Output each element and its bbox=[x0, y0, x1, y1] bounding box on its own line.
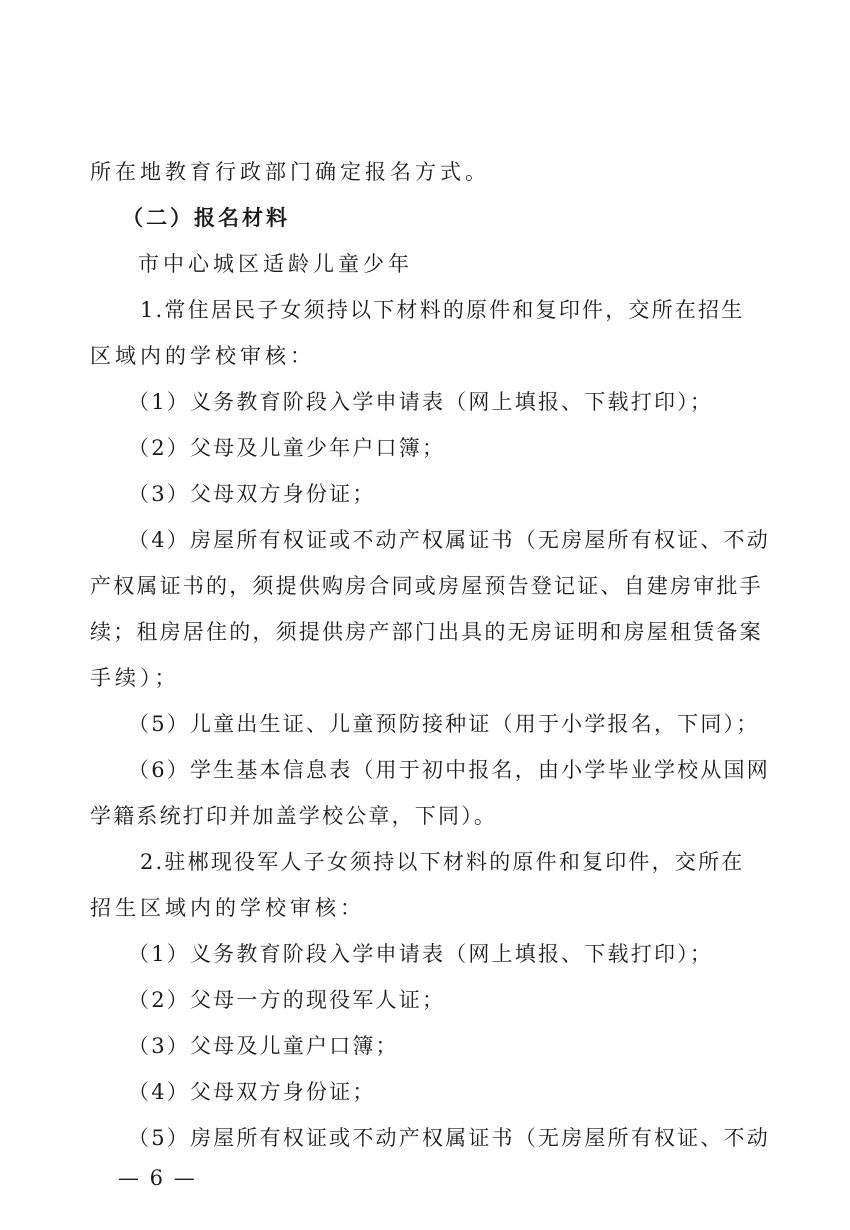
text-line-20: （3）父母及儿童户口簿； bbox=[128, 1034, 399, 1058]
text-line-16: 2.驻郴现役军人子女须持以下材料的原件和复印件，交所在 bbox=[140, 850, 745, 874]
text-line-1: 所在地教育行政部门确定报名方式。 bbox=[90, 160, 490, 184]
text-line-21: （4）父母双方身份证； bbox=[128, 1080, 376, 1104]
text-line-4: 1.常住居民子女须持以下材料的原件和复印件，交所在招生 bbox=[140, 298, 745, 322]
text-line-10: 产权属证书的，须提供购房合同或房屋预告登记证、自建房审批手 bbox=[90, 574, 763, 598]
text-line-11: 续；租房居住的，须提供房产部门出具的无房证明和房屋租赁备案 bbox=[90, 620, 763, 644]
text-line-5: 区域内的学校审核： bbox=[90, 344, 315, 368]
text-line-3: 市中心城区适龄儿童少年 bbox=[138, 252, 413, 276]
text-line-22: （5）房屋所有权证或不动产权属证书（无房屋所有权证、不动 bbox=[128, 1126, 770, 1150]
text-line-13: （5）儿童出生证、儿童预防接种证（用于小学报名，下同）； bbox=[128, 712, 760, 736]
text-line-18: （1）义务教育阶段入学申请表（网上填报、下载打印）； bbox=[128, 942, 714, 966]
text-line-17: 招生区域内的学校审核： bbox=[90, 896, 365, 920]
text-line-9: （4）房屋所有权证或不动产权属证书（无房屋所有权证、不动 bbox=[128, 528, 770, 552]
text-line-12: 手续）； bbox=[90, 666, 180, 690]
page-number: — 6 — bbox=[118, 1166, 197, 1190]
text-line-7: （2）父母及儿童少年户口簿； bbox=[128, 436, 446, 460]
text-line-15: 学籍系统打印并加盖学校公章，下同）。 bbox=[90, 804, 498, 828]
text-line-8: （3）父母双方身份证； bbox=[128, 482, 376, 506]
text-line-14: （6）学生基本信息表（用于初中报名，由小学毕业学校从国网 bbox=[128, 758, 770, 782]
text-line-6: （1）义务教育阶段入学申请表（网上填报、下载打印）； bbox=[128, 390, 714, 414]
section-heading: （二）报名材料 bbox=[122, 206, 290, 230]
text-line-19: （2）父母一方的现役军人证； bbox=[128, 988, 446, 1012]
